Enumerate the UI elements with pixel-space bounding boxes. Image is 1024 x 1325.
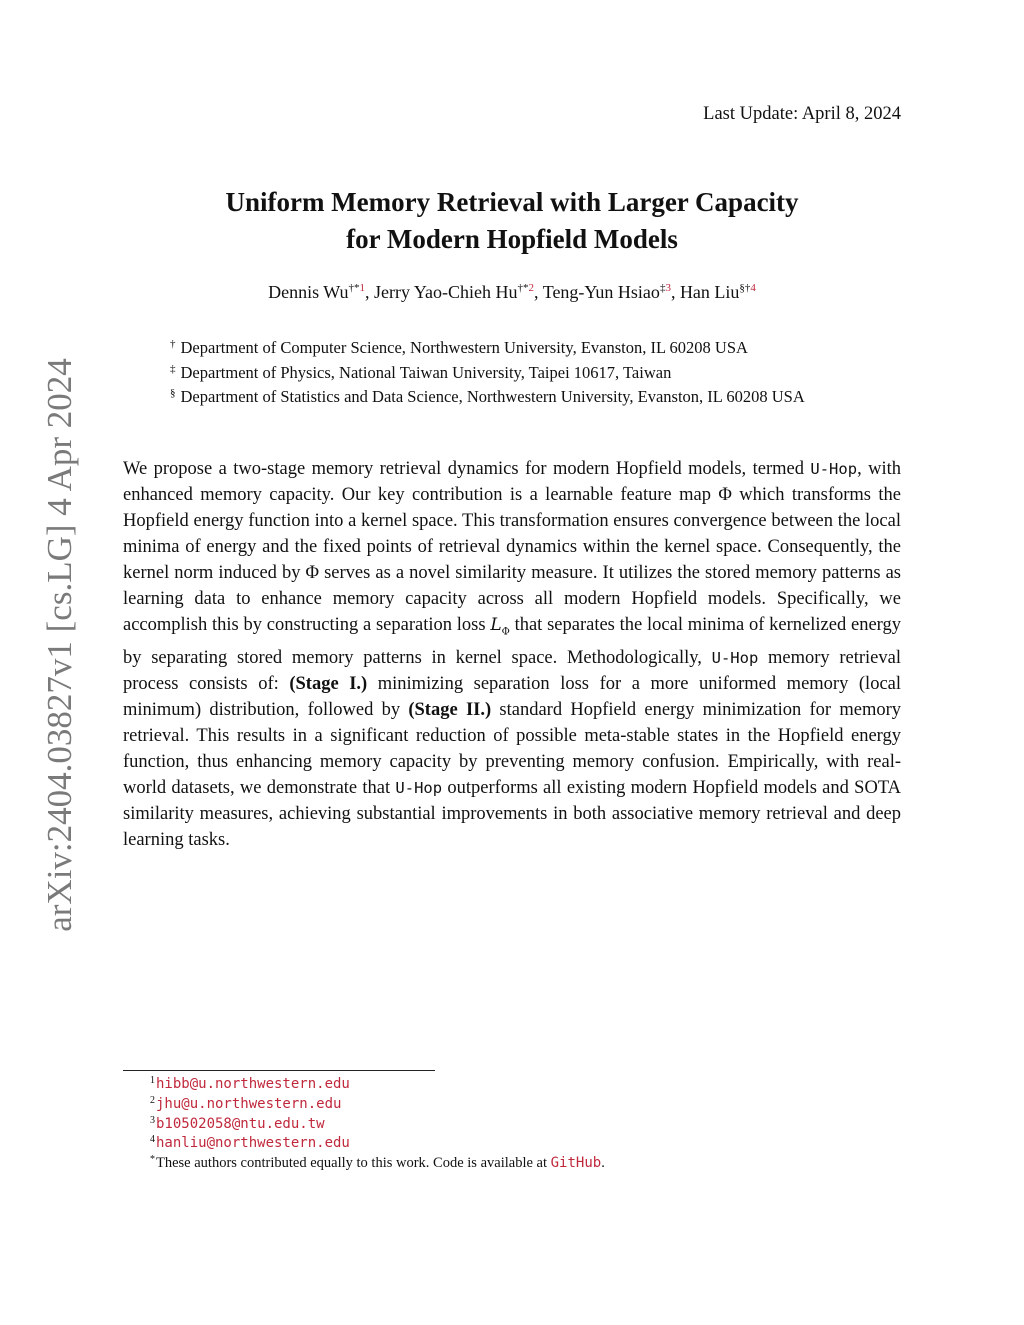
abstract-text: outperforms all existing modern Hopfield models and SOTA similarity measures, achieving substantial improvements in both associative memory retrieval and deep learning tasks.	[123, 778, 901, 851]
last-update-date: Last Update: April 8, 2024	[703, 104, 901, 124]
author-name: Jerry Yao-Chieh Hu	[374, 282, 518, 302]
separation-loss-symbol	[490, 615, 510, 638]
author-name: Han Liu	[679, 282, 740, 302]
affiliation-mark: §	[170, 387, 176, 399]
footnote-item	[150, 1115, 605, 1135]
note-text: These authors contributed equally to this work. Code is available at	[156, 1155, 551, 1172]
github-link[interactable]: GitHub	[550, 1155, 602, 1172]
author-footnote-link[interactable]: 2	[528, 282, 535, 294]
method-name: U-Hop	[810, 460, 858, 478]
footnote-mark: *	[150, 1154, 155, 1166]
method-name: U-Hop	[395, 779, 443, 798]
affiliation-text: Department of Statistics and Data Science, Northwestern University, Evanston, IL 60208 USA	[180, 387, 805, 406]
email-link[interactable]: hibb@u.northwestern.edu	[156, 1076, 350, 1092]
footnote-mark: 1	[150, 1075, 155, 1086]
abstract-paragraph	[123, 456, 901, 853]
author-list: Dennis Wu$^{\dagger*1}$, Jerry Yao-Chieh Hu$^{\dagger*2}$, Teng-Yun Hsiao$^{\ddagger 3}$, Han Liu$^{\S\dagger 4}$	[268, 282, 756, 302]
abstract-text: minimizing separation loss for a more uniformed memory (local minimum) distribution, followed by	[123, 674, 902, 721]
footnote-mark: 4	[150, 1134, 155, 1146]
author-footnote-link[interactable]: 4	[750, 282, 756, 294]
note-end: .	[601, 1155, 605, 1172]
abstract-text: that separates the local minima of kernelized energy by separating stored memory patterns in kernel space. Methodologically,	[123, 615, 901, 669]
author-marks: †*	[348, 282, 360, 294]
footnotes	[150, 1075, 605, 1174]
affiliation-text: Department of Physics, National Taiwan University, Taipei 10617, Taiwan	[180, 362, 672, 382]
title-line-2: for Modern Hopfield Models	[346, 224, 678, 254]
author-name: Teng-Yun Hsiao	[542, 282, 660, 302]
author-footnote-link[interactable]: 3	[665, 282, 671, 294]
affiliation-text: Department of Computer Science, Northwestern University, Evanston, IL 60208 USA	[180, 338, 748, 357]
footnote-mark: 2	[150, 1094, 155, 1106]
author-marks: †*	[517, 282, 529, 294]
abstract-text: standard Hopfield energy minimization for memory retrieval. This results in a significant reduction of possible meta-stable states in the Hopfield energy function, thus enhancing memory capacity by preventing memory confusion. Empirically, with real-world datasets, we demonstrate that	[123, 700, 902, 799]
email-link[interactable]: jhu@u.northwestern.edu	[156, 1095, 342, 1112]
abstract-text: We propose a two-stage memory retrieval dynamics for modern Hopfield models, termed	[123, 459, 811, 479]
affiliation-item	[170, 385, 805, 410]
title-line-1: Uniform Memory Retrieval with Larger Capacity	[225, 187, 799, 217]
affiliation-list	[170, 336, 805, 410]
author-marks: ‡	[659, 282, 666, 294]
author-footnote-link[interactable]: 1	[359, 282, 366, 294]
footnote-item	[150, 1134, 605, 1154]
abstract-text: , with enhanced memory capacity. Our key contribution is a learnable feature map Φ which transforms the Hopfield energy function into a kernel space. This transformation ensures convergence between the local minima of energy and the fixed points of retrieval dynamics within the kernel space. Consequently, the kernel norm induced by Φ serves as a novel similarity measure. It utilizes the stored memory patterns as learning data to enhance memory capacity across all modern Hopfield models. Specifically, we accomplish this by constructing a separation loss	[123, 459, 901, 635]
affiliation-mark: ‡	[170, 362, 176, 375]
equal-contribution-note	[150, 1154, 605, 1174]
author-marks: §†	[739, 282, 751, 294]
abstract-text: memory retrieval process consists of:	[123, 648, 901, 695]
loss-symbol: L	[490, 615, 502, 635]
email-link[interactable]: b10502058@ntu.edu.tw	[156, 1115, 325, 1132]
stage-one-label: (Stage I.)	[289, 674, 368, 695]
stage-two-label: (Stage II.)	[408, 700, 492, 721]
affiliation-item	[170, 336, 805, 361]
footnote-mark: 3	[150, 1114, 155, 1126]
author-name: Dennis Wu	[268, 282, 349, 302]
footnote-divider	[123, 1070, 435, 1071]
affiliation-mark: †	[170, 338, 176, 350]
loss-subscript: Φ	[501, 626, 510, 638]
email-link[interactable]: hanliu@northwestern.edu	[156, 1135, 350, 1152]
footnote-item	[150, 1095, 605, 1115]
arxiv-identifier-stamp: arXiv:2404.03827v1 [cs.LG] 4 Apr 2024	[40, 358, 79, 932]
method-name: U-Hop	[711, 649, 759, 668]
footnote-item	[150, 1075, 605, 1095]
paper-title	[0, 184, 1024, 258]
affiliation-item	[170, 361, 805, 386]
